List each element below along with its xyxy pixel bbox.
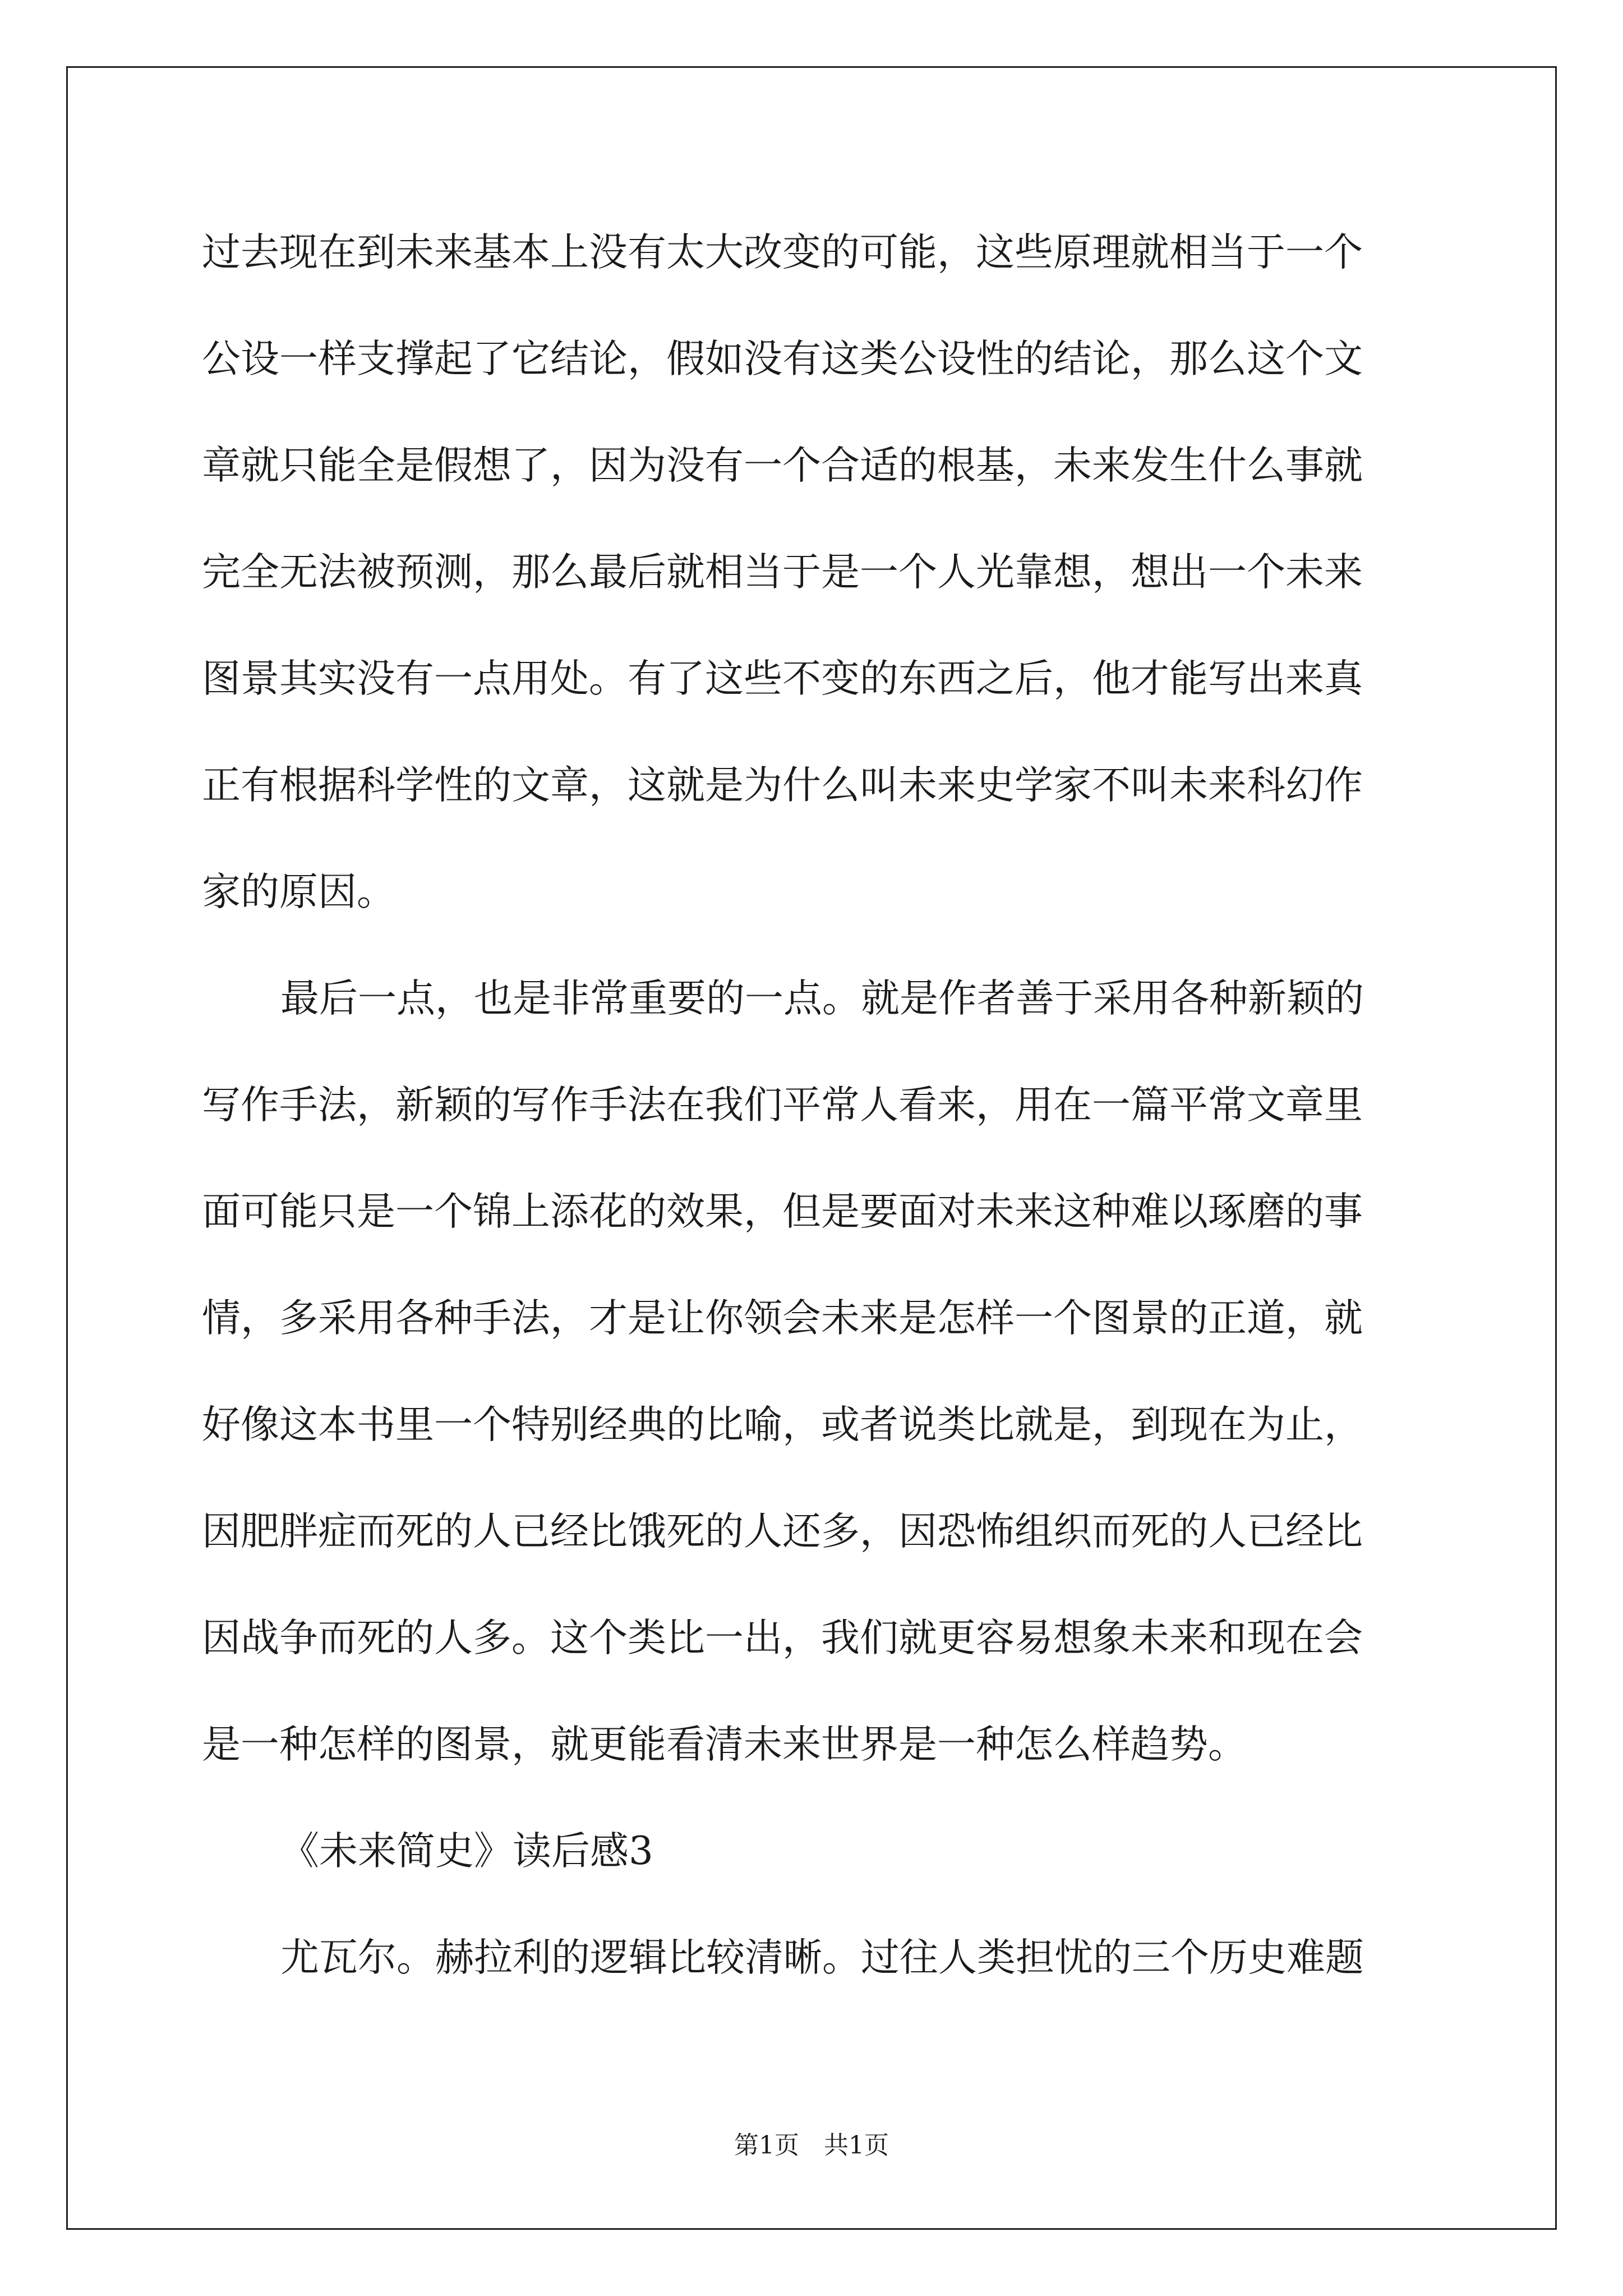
text-line: 因战争而死的人多。这个类比一出，我们就更容易想象未来和现在会 xyxy=(202,1616,1363,1660)
text-line: 家的原因。 xyxy=(202,869,395,914)
text-line: 公设一样支撑起了它结论，假如没有这类公设性的结论，那么这个文 xyxy=(202,337,1363,381)
text-line: 写作手法，新颖的写作手法在我们平常人看来，用在一篇平常文章里 xyxy=(202,1083,1363,1128)
text-line: 正有根据科学性的文章，这就是为什么叫未来史学家不叫未来科幻作 xyxy=(202,763,1363,808)
text-line: 图景其实没有一点用处。有了这些不变的东西之后，他才能写出来真 xyxy=(202,656,1363,701)
text-line: 过去现在到未来基本上没有太大改变的可能，这些原理就相当于一个 xyxy=(202,230,1363,275)
page-number-footer: 第1页 共1页 xyxy=(734,2131,889,2160)
text-line: 因肥胖症而死的人已经比饿死的人还多，因恐怖组织而死的人已经比 xyxy=(202,1509,1363,1554)
section-heading: 《未来简史》读后感3 xyxy=(280,1829,653,1874)
text-line: 是一种怎样的图景，就更能看清未来世界是一种怎么样趋势。 xyxy=(202,1722,1247,1767)
text-line: 完全无法被预测，那么最后就相当于是一个人光靠想，想出一个未来 xyxy=(202,550,1363,595)
paragraph-first-line: 尤瓦尔。赫拉利的逻辑比较清晰。过往人类担忧的三个历史难题 xyxy=(280,1935,1364,1980)
text-line: 情，多采用各种手法，才是让你领会未来是怎样一个图景的正道，就 xyxy=(202,1296,1363,1341)
text-line: 好像这本书里一个特别经典的比喻，或者说类比就是，到现在为止， xyxy=(202,1402,1363,1447)
paragraph-first-line: 最后一点，也是非常重要的一点。就是作者善于采用各种新颖的 xyxy=(280,976,1364,1021)
text-line: 面可能只是一个锦上添花的效果，但是要面对未来这种难以琢磨的事 xyxy=(202,1189,1363,1234)
text-line: 章就只能全是假想了，因为没有一个合适的根基，未来发生什么事就 xyxy=(202,443,1363,488)
